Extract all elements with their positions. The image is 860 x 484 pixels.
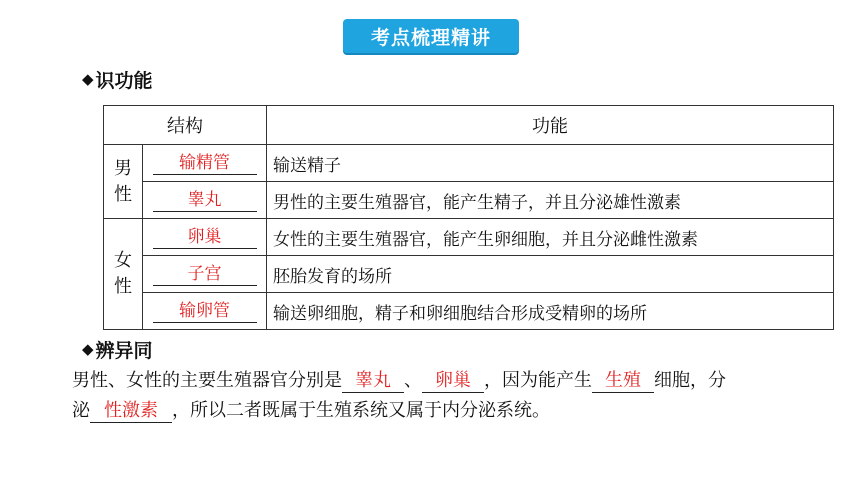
section-heading-functions (82, 66, 153, 93)
table-header-row (104, 106, 834, 145)
table-row (104, 293, 834, 330)
organ-cell (143, 145, 267, 182)
paragraph-line-1: 男性、女性的主要生殖器官分别是 睾丸 、 卵巢 ，因为能产生 生殖 细胞，分 (72, 370, 726, 391)
function-cell: 输送精子 (267, 145, 834, 182)
function-cell: 女性的主要生殖器官，能产生卵细胞，并且分泌雌性激素 (267, 219, 834, 256)
answer-blank: 输精管 (153, 152, 257, 175)
table-row (104, 256, 834, 293)
table-row (104, 182, 834, 219)
function-cell: 胚胎发育的场所 (267, 256, 834, 293)
section-heading-compare (82, 336, 153, 363)
structure-function-table (103, 105, 834, 330)
organ-cell (143, 293, 267, 330)
table-row (104, 219, 834, 256)
answer-blank: 睾丸 (342, 370, 404, 393)
function-cell: 男性的主要生殖器官，能产生精子，并且分泌雄性激素 (267, 182, 834, 219)
answer-blank: 子宫 (153, 263, 257, 286)
diamond-bullet-icon: ◆ (82, 70, 94, 88)
organ-cell (143, 219, 267, 256)
table-row (104, 145, 834, 182)
section-title: 辨异同 (95, 340, 153, 362)
answer-blank: 生殖 (592, 370, 654, 393)
organ-cell (143, 256, 267, 293)
section-banner: 考点梳理精讲 (343, 19, 519, 53)
diamond-bullet-icon: ◆ (82, 340, 94, 358)
section-title: 识功能 (95, 70, 153, 92)
header-structure: 结构 (104, 106, 267, 145)
paragraph-line-2: 泌 性激素 ，所以二者既属于生殖系统又属于内分泌系统。 (72, 400, 550, 421)
group-label-female: 女 性 (104, 219, 143, 330)
organ-cell (143, 182, 267, 219)
answer-blank: 性激素 (90, 400, 172, 423)
compare-paragraph (72, 366, 842, 426)
answer-blank: 卵巢 (153, 226, 257, 249)
answer-blank: 睾丸 (153, 189, 257, 212)
header-function: 功能 (267, 106, 834, 145)
function-cell: 输送卵细胞，精子和卵细胞结合形成受精卵的场所 (267, 293, 834, 330)
group-label-male: 男 性 (104, 145, 143, 219)
answer-blank: 卵巢 (422, 370, 484, 393)
answer-blank: 输卵管 (153, 300, 257, 323)
